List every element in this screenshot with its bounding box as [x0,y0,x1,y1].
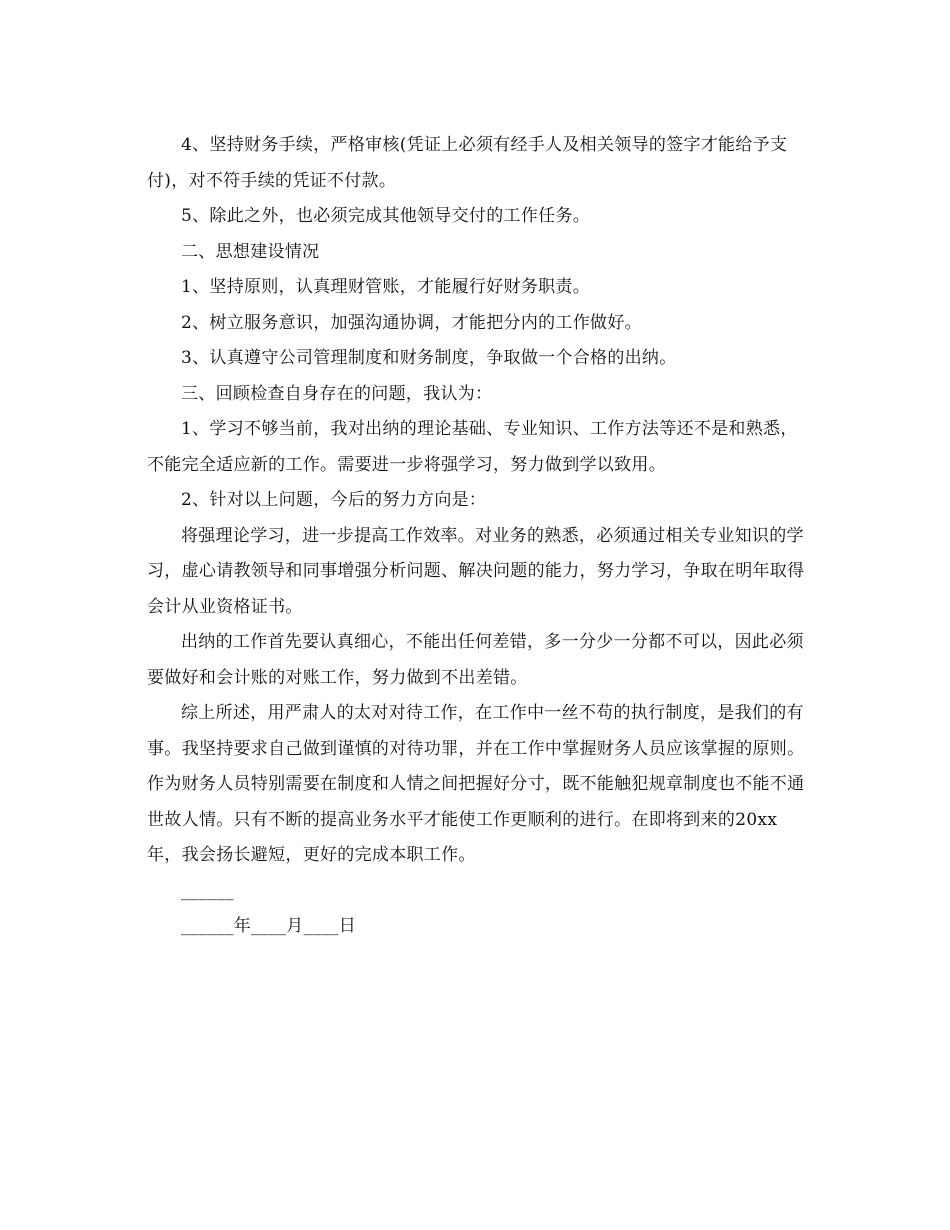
paragraph-ideology-1: 1、坚持原则，认真理财管账，才能履行好财务职责。 [181,277,591,297]
signature-date-line: ______年____月____日 [181,916,357,936]
paragraph-cashier-work: 出纳的工作首先要认真细心，不能出任何差错，多一分少一分都不可以，因此必须要做好和会计账的对账工作，努力做到不出差错。 [147,632,804,688]
section-heading-ideology: 二、思想建设情况 [181,241,320,262]
paragraph-ideology-2: 2、树立服务意识，加强沟通协调，才能把分内的工作做好。 [181,312,642,333]
paragraph-ideology-3: 3、认真遵守公司管理制度和财务制度，争取做一个合格的出纳。 [181,348,677,368]
paragraph-summary: 综上所述，用严肃人的太对对待工作，在工作中一丝不苟的执行制度，是我们的有事。我坚持要求自己做到谨慎的对待功罪，并在工作中掌握财务人员应该掌握的原则。作为财务人员特别需要在制度和人情之间把握好分寸，既不能触犯规章制度也不能不通世故人情。只有不断的提高业务水平才能使工作更顺利的进行。在即将到来的20xx年，我会扬长避短，更好的完成本职工作。 [147,703,805,865]
paragraph-review-1: 1、学习不够当前，我对出纳的理论基础、专业知识、工作方法等还不是和熟悉，不能完全适应新的工作。需要进一步将强学习，努力做到学以致用。 [147,419,798,475]
signature-name-line: ______ [181,880,234,901]
paragraph-review-2: 2、针对以上问题，今后的努力方向是： [181,490,487,510]
paragraph-item-4: 4、坚持财务手续，严格审核(凭证上必须有经手人及相关领导的签字才能给予支付)，对不符手续的凭证不付款。 [147,135,788,191]
paragraph-improvement: 将强理论学习，进一步提高工作效率。对业务的熟悉，必须通过相关专业知识的学习，虚心请教领导和同事增强分析问题、解决问题的能力，努力学习，争取在明年取得会计从业资格证书。 [147,525,805,617]
document-body [147,128,807,945]
paragraph-item-5: 5、除此之外，也必须完成其他领导交付的工作任务。 [181,206,591,226]
section-heading-review: 三、回顾检查自身存在的问题，我认为： [181,383,493,404]
